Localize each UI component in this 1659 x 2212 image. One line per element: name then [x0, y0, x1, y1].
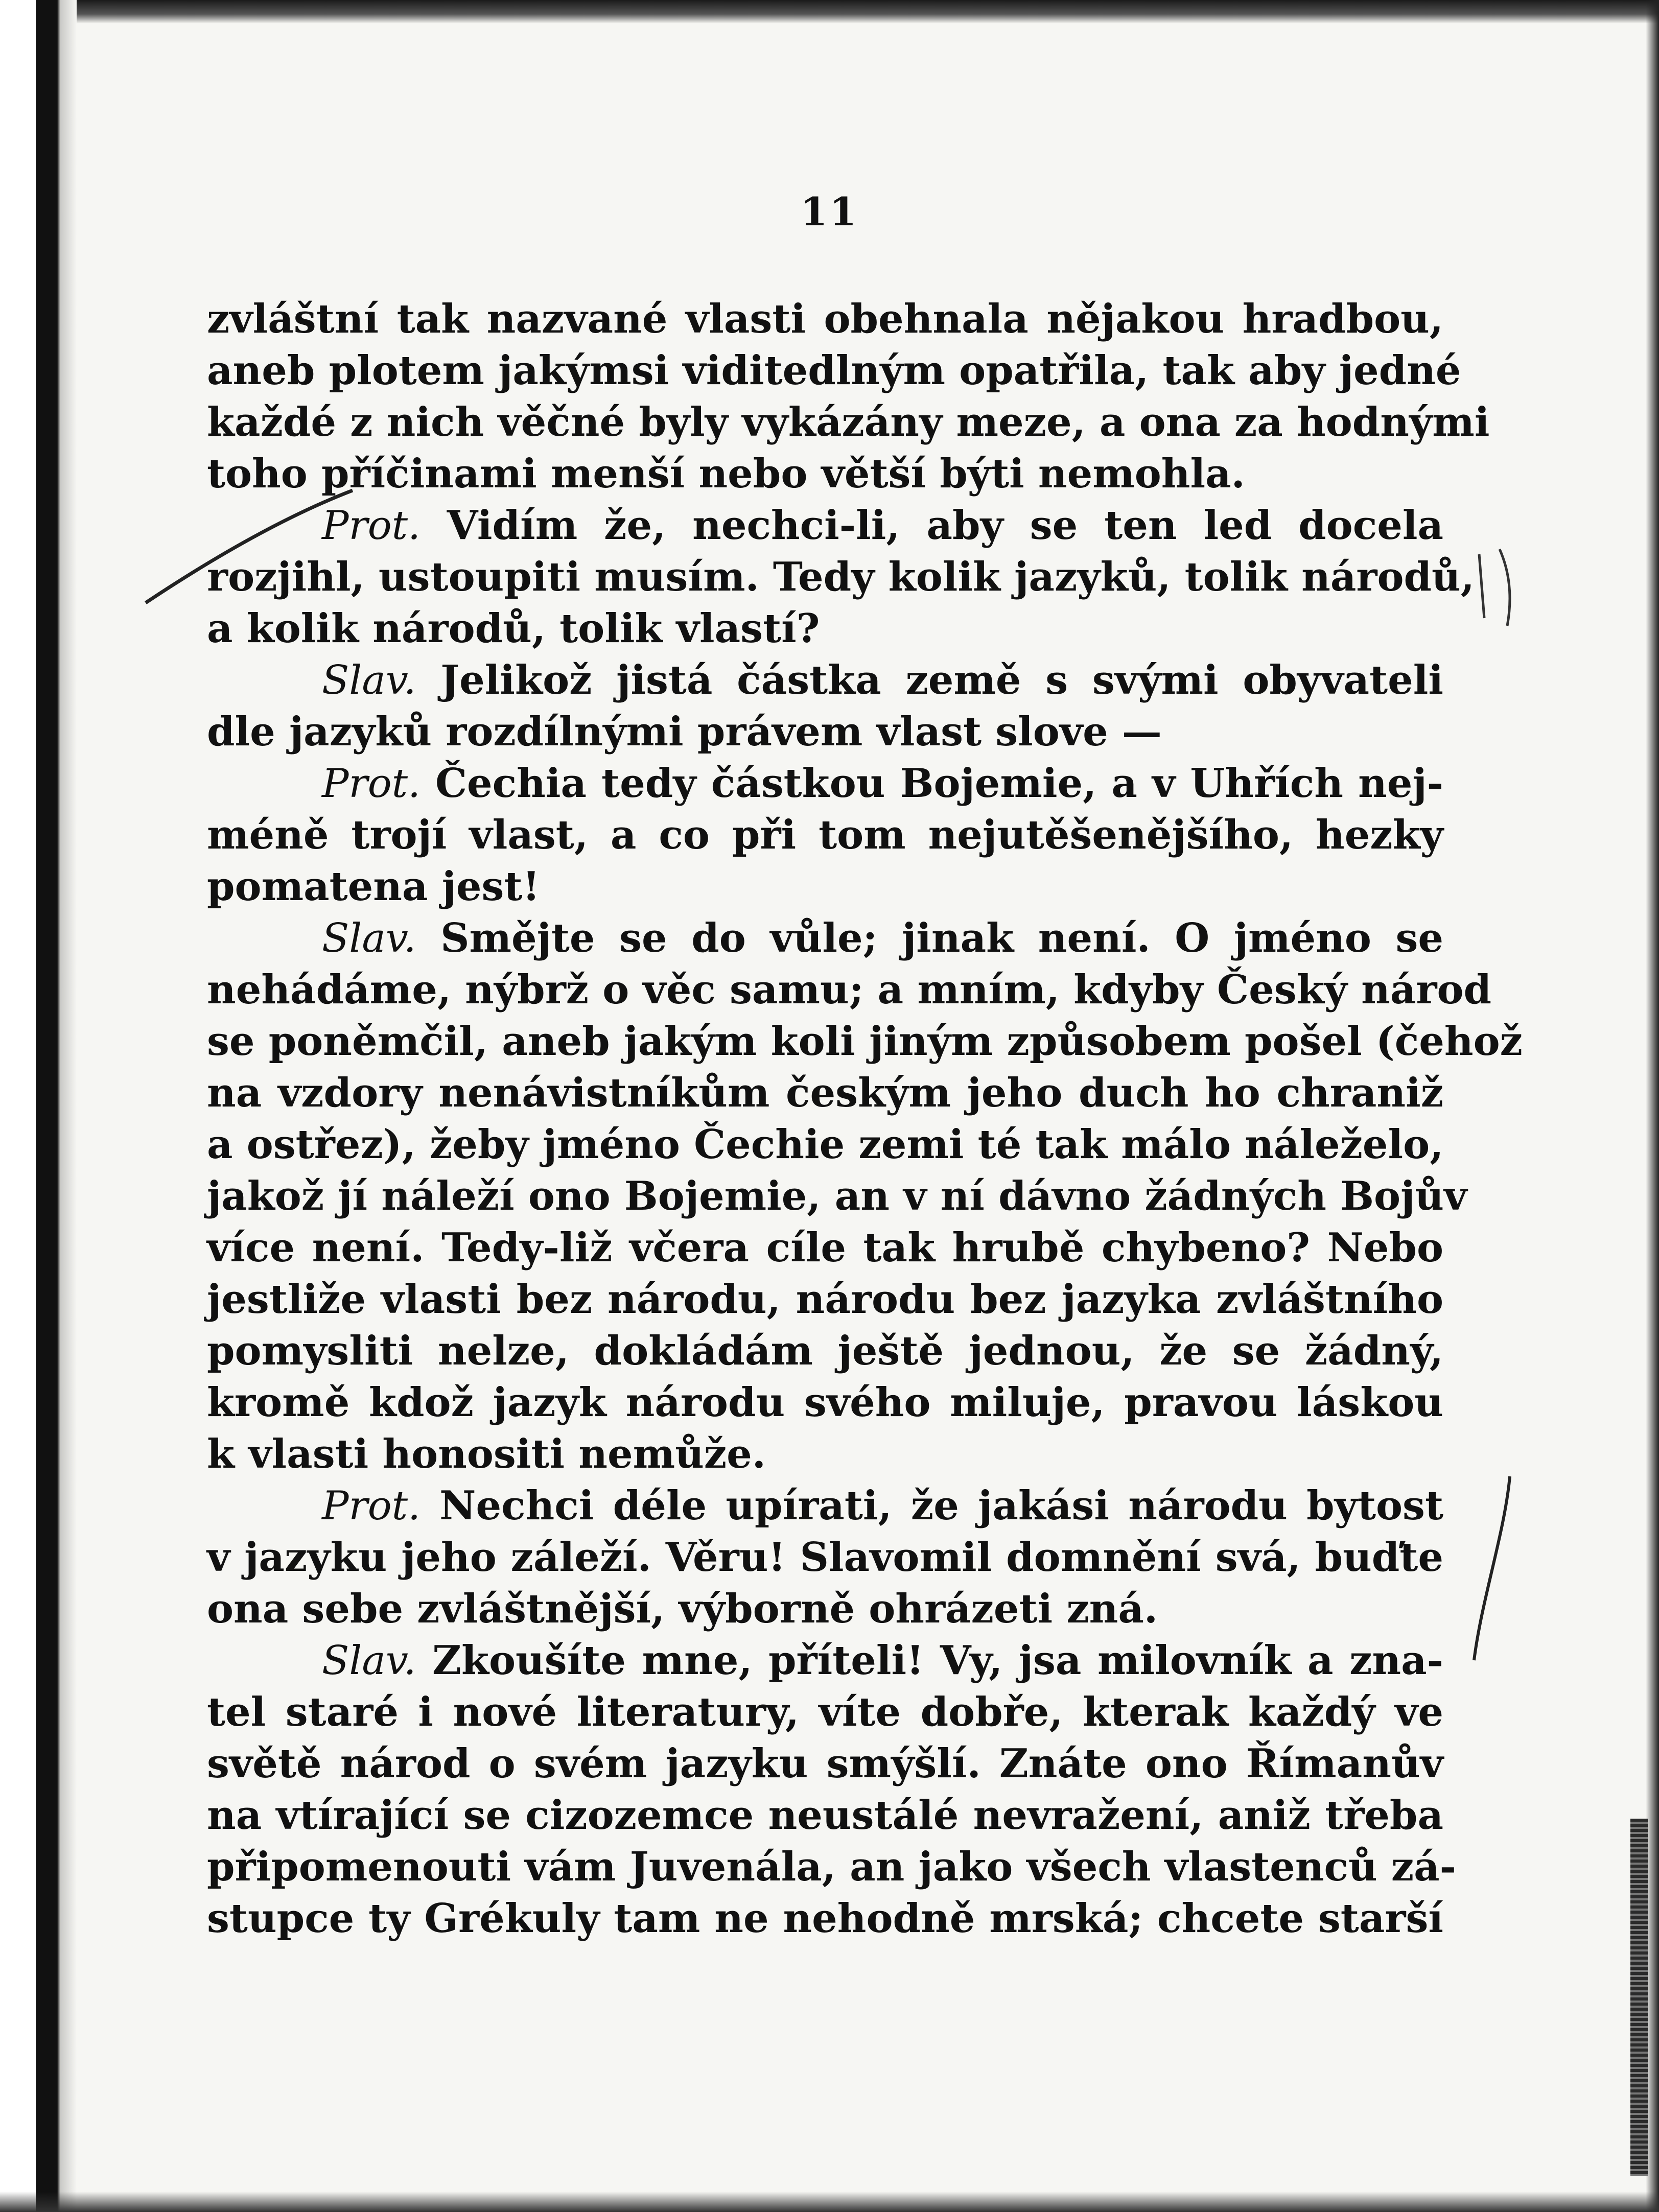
dialogue-line-slav [207, 654, 1443, 706]
speaker-label: Prot. [322, 761, 420, 807]
text-line: jakož jí náleží ono Bojemie, an v ní dávno žádných Bojův [207, 1173, 1467, 1219]
text-line: méně trojí vlast, a co při tom nejutěšenějšího, hezky [207, 812, 1443, 858]
text-line: nehádáme, nýbrž o věc samu; a mním, kdyby Český národ [207, 967, 1492, 1013]
page-number: 11 [800, 189, 859, 234]
text-line: Zkoušíte mne, příteli! Vy, jsa milovník a zna- [432, 1637, 1443, 1684]
text-line: toho příčinami menší nebo větší býti nemohla. [207, 451, 1245, 497]
text-line: na vzdory nenávistníkům českým jeho duch ho chraniž [207, 1070, 1443, 1116]
text-line: pomysliti nelze, dokládám ještě jednou, že se žádný, [207, 1328, 1443, 1374]
pencil-stroke-right-1 [1479, 554, 1484, 618]
text-line: ona sebe zvláštnější, výborně ohrázeti zná. [207, 1586, 1158, 1632]
text-line: připomenouti vám Juvenála, an jako všech vlastenců zá- [207, 1844, 1457, 1890]
body-text [207, 293, 1523, 1944]
dialogue-line-prot [207, 500, 1443, 551]
text-line: pomatena jest! [207, 863, 540, 910]
text-line: Nechci déle upírati, že jakási národu bytost [439, 1482, 1443, 1529]
speaker-label: Prot. [322, 1483, 420, 1529]
dialogue-line-slav [207, 1635, 1443, 1686]
speaker-label: Prot. [322, 503, 420, 549]
text-line: Čechia tedy částkou Bojemie, a v Uhřích nej- [435, 760, 1444, 807]
text-line: se poněmčil, aneb jakým koli jiným způsobem pošel (čehož [207, 1018, 1523, 1065]
text-line: Jelikož jistá částka země s svými obyvateli [440, 657, 1443, 703]
text-line: rozjihl, ustoupiti musím. Tedy kolik jazyků, tolik národů, [207, 554, 1475, 600]
text-line: světě národ o svém jazyku smýšlí. Znáte ono Římanův [207, 1740, 1443, 1787]
speaker-label: Slav. [322, 657, 416, 703]
dialogue-line-prot [207, 1480, 1443, 1532]
speaker-label: Slav. [322, 915, 416, 961]
text-line: na vtírající se cizozemce neustálé nevražení, aniž třeba [207, 1792, 1443, 1839]
text-line: Vidím že, nechci-li, aby se ten led docela [447, 502, 1444, 549]
pencil-stroke-right-2 [1500, 549, 1510, 626]
dialogue-line-slav [207, 912, 1443, 964]
text-line: stupce ty Grékuly tam ne nehodně mrská; chcete starší [207, 1895, 1443, 1942]
text-line: dle jazyků rozdílnými právem vlast slove — [207, 709, 1162, 755]
speaker-label: Slav. [322, 1638, 416, 1684]
text-line: aneb plotem jakýmsi viditedlným opatřila, tak aby jedné [207, 347, 1461, 394]
text-line: více není. Tedy-liž včera cíle tak hrubě chybeno? Nebo [207, 1225, 1443, 1271]
text-line: tel staré i nové literatury, víte dobře, kterak každý ve [207, 1689, 1443, 1735]
text-line: každé z nich věčné byly vykázány meze, a ona za hodnými [207, 399, 1490, 445]
text-line: jestliže vlasti bez národu, národu bez jazyka zvláštního [207, 1276, 1443, 1323]
text-line: kromě kdož jazyk národu svého miluje, pravou láskou [207, 1379, 1443, 1426]
text-line: zvláštní tak nazvané vlasti obehnala nějakou hradbou, [207, 296, 1443, 342]
dialogue-line-prot [207, 758, 1443, 809]
text-line: Smějte se do vůle; jinak není. O jméno se [440, 915, 1444, 961]
text-line: v jazyku jeho záleží. Věru! Slavomil domnění svá, buďte [207, 1534, 1443, 1581]
text-line: a kolik národů, tolik vlastí? [207, 605, 820, 652]
text-line: k vlasti honositi nemůže. [207, 1431, 766, 1477]
pencil-stroke-right-3 [1474, 1476, 1510, 1660]
text-line: a ostřez), žeby jméno Čechie zemi té tak málo náleželo, [207, 1121, 1444, 1168]
